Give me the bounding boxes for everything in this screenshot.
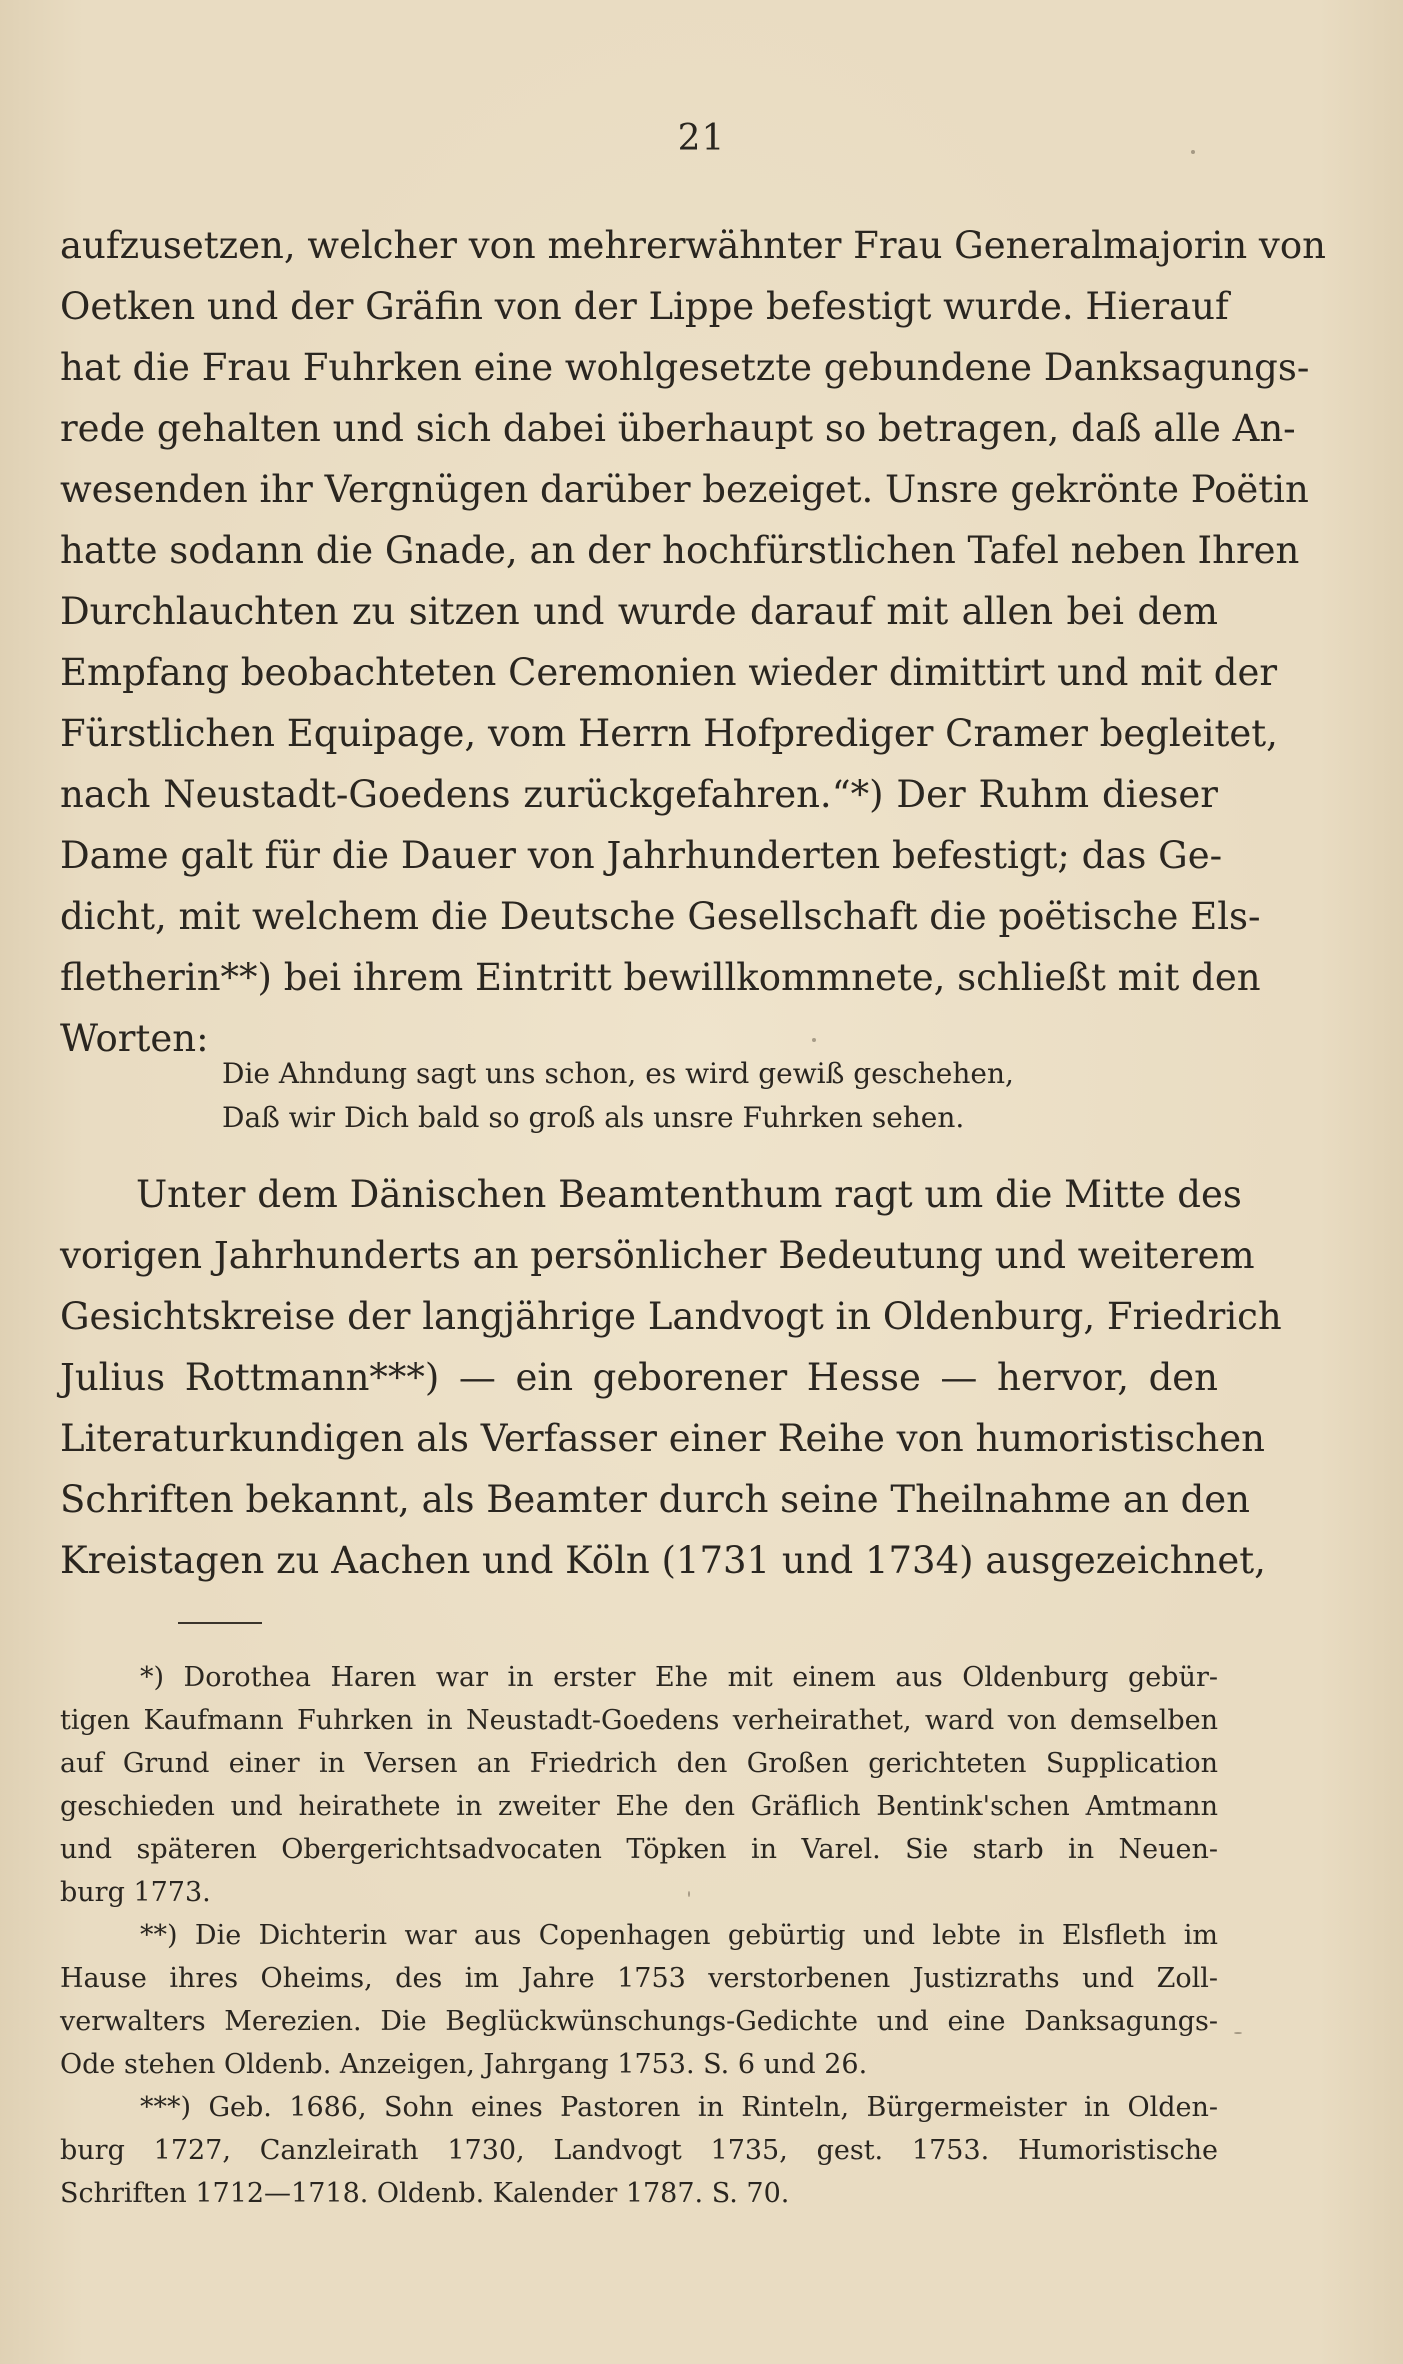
text-line: Dame galt für die Dauer von Jahrhunderten befestigt; das Ge- [60,834,1223,877]
footnote-separator [178,1622,262,1624]
footnote-1 [60,1656,1218,1914]
paragraph-rottmann [60,1164,1282,1591]
footnote-line: Ode stehen Oldenb. Anzeigen, Jahrgang 1753. S. 6 und 26. [60,2049,868,2080]
paper-speck [812,1038,816,1042]
text-line: hat die Frau Fuhrken eine wohlgesetzte gebundene Danksagungs- [60,346,1310,389]
footnote-line: Schriften 1712—1718. Oldenb. Kalender 1787. S. 70. [60,2178,790,2209]
paper-speck [688,1891,690,1897]
text-line: Oetken und der Gräfin von der Lippe befestigt wurde. Hierauf [60,285,1229,328]
paragraph-continued [60,215,1326,1069]
poem-line: Daß wir Dich bald so groß als unsre Fuhrken sehen. [222,1101,965,1134]
footnote-line: und späteren Obergerichtsadvocaten Töpken in Varel. Sie starb in Neuen- [60,1834,1218,1865]
text-line: Durchlauchten zu sitzen und wurde darauf mit allen bei dem [60,590,1218,633]
text-line: Gesichtskreise der langjährige Landvogt in Oldenburg, Friedrich [60,1295,1282,1338]
footnote-line: ***) Geb. 1686, Sohn eines Pastoren in Rinteln, Bürgermeister in Olden- [140,2092,1218,2123]
text-line: vorigen Jahrhunderts an persönlicher Bedeutung und weiterem [60,1234,1255,1277]
poem-line: Die Ahndung sagt uns schon, es wird gewiß geschehen, [222,1057,1014,1090]
text-line: nach Neustadt-Goedens zurückgefahren.“*) Der Ruhm dieser [60,773,1218,816]
footnote-3 [60,2086,1218,2215]
text-line: Schriften bekannt, als Beamter durch seine Theilnahme an den [60,1478,1250,1521]
text-line: rede gehalten und sich dabei überhaupt so betragen, daß alle An- [60,407,1296,450]
text-line: dicht, mit welchem die Deutsche Gesellschaft die poëtische Els- [60,895,1261,938]
text-line: Unter dem Dänischen Beamtenthum ragt um die Mitte des [136,1173,1242,1216]
text-line: Worten: [60,1017,209,1060]
footnote-line: geschieden und heirathete in zweiter Ehe den Gräflich Bentink'schen Amtmann [60,1791,1218,1822]
text-line: Literaturkundigen als Verfasser einer Reihe von humoristischen [60,1417,1265,1460]
text-line: Fürstlichen Equipage, vom Herrn Hofprediger Cramer begleitet, [60,712,1278,755]
footnotes [60,1656,1218,2215]
text-line: fletherin**) bei ihrem Eintritt bewillkommnete, schließt mit den [60,956,1261,999]
footnote-line: burg 1773. [60,1877,211,1908]
footnote-line: *) Dorothea Haren war in erster Ehe mit einem aus Oldenburg gebür- [140,1662,1218,1693]
footnote-line: **) Die Dichterin war aus Copenhagen gebürtig und lebte in Elsfleth im [140,1920,1218,1951]
footnote-line: Hause ihres Oheims, des im Jahre 1753 verstorbenen Justizraths und Zoll- [60,1963,1218,1994]
footnote-2 [60,1914,1218,2086]
page-number: 21 [677,118,726,159]
footnote-line: burg 1727, Canzleirath 1730, Landvogt 1735, gest. 1753. Humoristische [60,2135,1218,2166]
paper-speck [1234,2032,1242,2034]
text-line: aufzusetzen, welcher von mehrerwähnter Frau Generalmajorin von [60,224,1326,267]
text-line: Julius Rottmann***) — ein geborener Hesse — hervor, den [60,1356,1218,1399]
text-line: Empfang beobachteten Ceremonien wieder dimittirt und mit der [60,651,1278,694]
footnote-line: tigen Kaufmann Fuhrken in Neustadt-Goedens verheirathet, ward von demselben [60,1705,1218,1736]
poem-quote [222,1052,1042,1140]
paper-speck [1191,150,1195,154]
text-line: wesenden ihr Vergnügen darüber bezeiget. Unsre gekrönte Poëtin [60,468,1309,511]
footnote-line: verwalters Merezien. Die Beglückwünschungs-Gedichte und eine Danksagungs- [60,2006,1218,2037]
text-line: hatte sodann die Gnade, an der hochfürstlichen Tafel neben Ihren [60,529,1300,572]
footnote-line: auf Grund einer in Versen an Friedrich den Großen gerichteten Supplication [60,1748,1218,1779]
text-line: Kreistagen zu Aachen und Köln (1731 und 1734) ausgezeichnet, [60,1539,1266,1582]
